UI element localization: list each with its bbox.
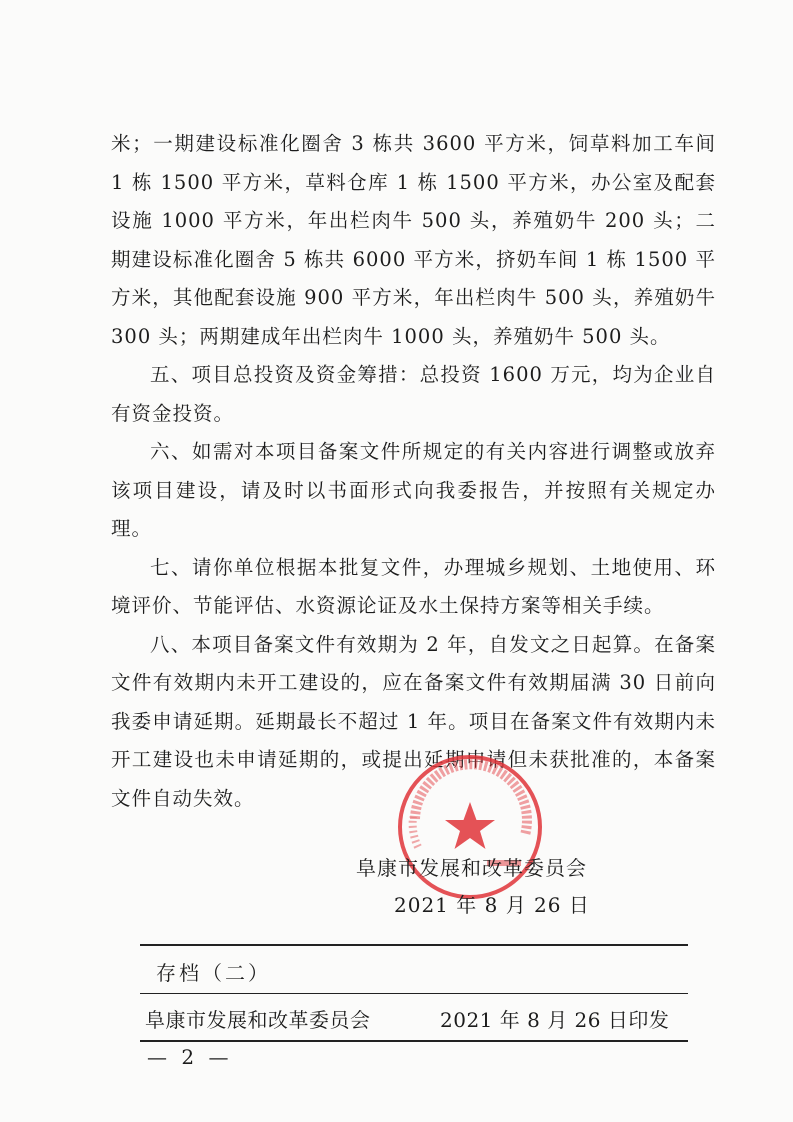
paragraph-construction-details: 米；一期建设标准化圈舍 3 栋共 3600 平方米，饲草料加工车间 1 栋 1500 平方米，草料仓库 1 栋 1500 平方米，办公室及配套设施 1000 平方米，年出栏肉牛 500 头，养殖奶牛 200 头；二期建设标准化圈舍 5 栋共 6000 平方米，挤奶车间 1 栋 1500 平方米，其他配套设施 900 平方米，年出栏肉牛 500 头，养殖奶牛 300 头；两期建成年出栏肉牛 1000 头，养殖奶牛 500 头。 <box>111 132 716 348</box>
footer-rule-bottom <box>140 1040 688 1042</box>
document-body <box>111 125 716 818</box>
paragraph-validity: 八、本项目备案文件有效期为 2 年，自发文之日起算。在备案文件有效期内未开工建设的，应在备案文件有效期届满 30 日前向我委申请延期。延期最长不超过 1 年。项目在备案文件有效期内未开工建设也未申请延期的，或提出延期申请但未获批准的，本备案文件自动失效。 <box>111 632 716 810</box>
archive-label: 存档（二） <box>156 961 271 985</box>
issue-date: 2021 年 8 月 26 日印发 <box>440 1008 670 1032</box>
signature-date: 2021 年 8 月 26 日 <box>394 893 590 917</box>
paragraph-investment: 五、项目总投资及资金筹措：总投资 1600 万元，均为企业自有资金投资。 <box>111 363 716 425</box>
seal-star-icon <box>445 802 495 849</box>
footer-rule-middle <box>140 993 688 994</box>
issuer-organization: 阜康市发展和改革委员会 <box>145 1008 371 1032</box>
page-number: — 2 — <box>147 1045 233 1069</box>
paragraph-procedures: 七、请你单位根据本批复文件，办理城乡规划、土地使用、环境评价、节能评估、水资源论证及水土保持方案等相关手续。 <box>111 555 716 617</box>
footer-rule-top <box>140 944 688 946</box>
signature-organization: 阜康市发展和改革委员会 <box>356 856 587 880</box>
paragraph-adjustment: 六、如需对本项目备案文件所规定的有关内容进行调整或放弃该项目建设，请及时以书面形式向我委报告，并按照有关规定办理。 <box>111 440 716 540</box>
